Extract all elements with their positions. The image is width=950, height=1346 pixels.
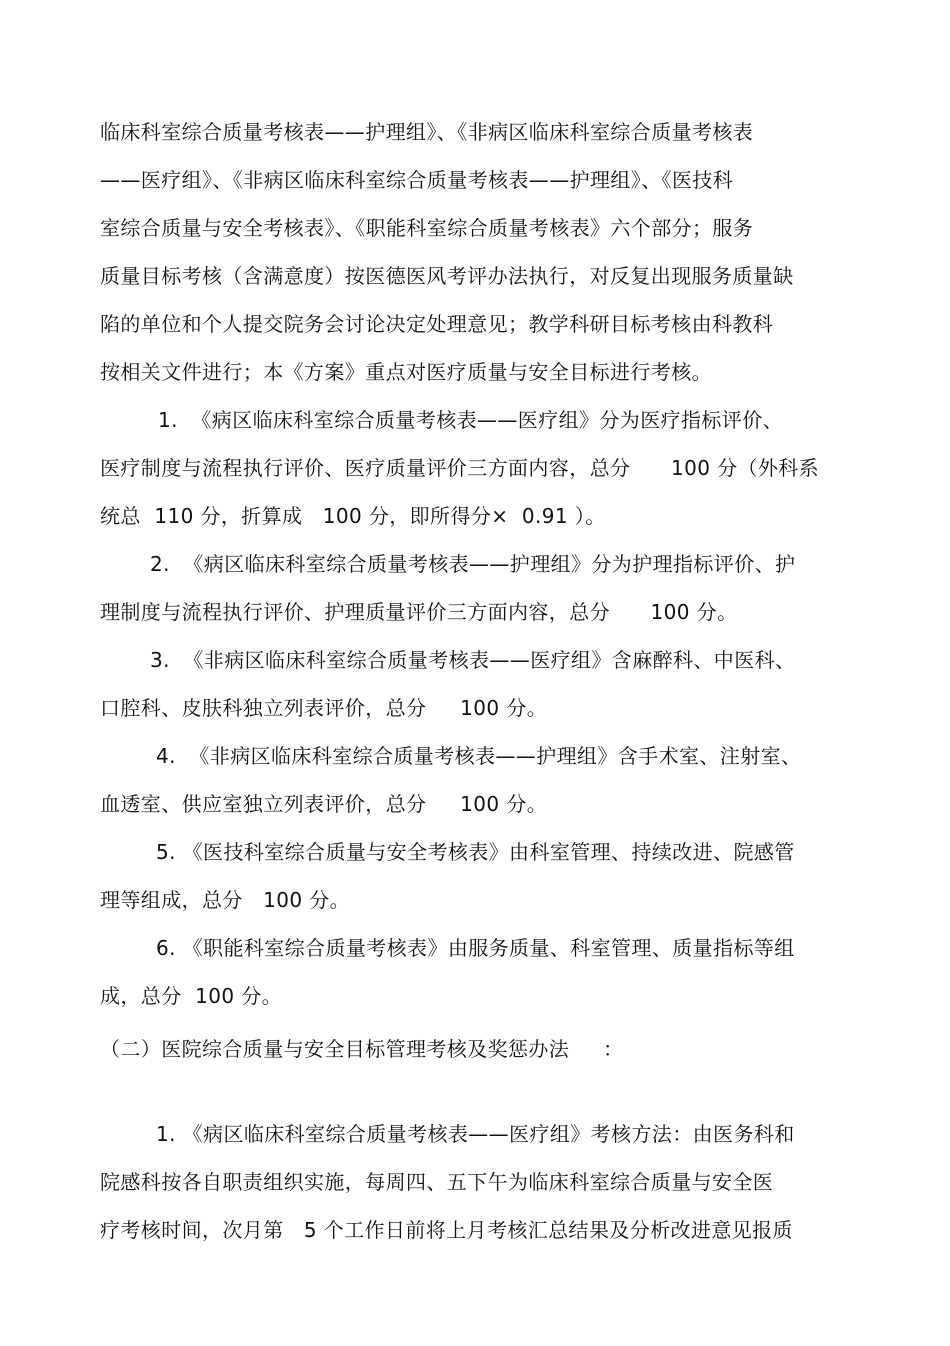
list-item-5-line-1: 5. 《医技科室综合质量与安全考核表》由科室管理、持续改进、院感管 <box>156 840 795 864</box>
method-item-1-line-2: 院感科按各自职责组织实施，每周四、五下午为临床科室综合质量与安全医 <box>100 1170 774 1194</box>
text-line: 按相关文件进行；本《方案》重点对医疗质量与安全目标进行考核。 <box>100 360 712 384</box>
method-item-1-line-1: 1. 《病区临床科室综合质量考核表——医疗组》考核方法：由医务科和 <box>156 1122 795 1146</box>
list-item-2-line-2: 理制度与流程执行评价、护理质量评价三方面内容，总分 100 分。 <box>100 600 738 624</box>
list-item-3-line-2: 口腔科、皮肤科独立列表评价，总分 100 分。 <box>100 696 548 720</box>
list-item-1-line-2: 医疗制度与流程执行评价、医疗质量评价三方面内容，总分 100 分（外科系 <box>100 456 820 480</box>
text-line: 陷的单位和个人提交院务会讨论决定处理意见；教学科研目标考核由科教科 <box>100 312 774 336</box>
list-item-4-line-1: 4. 《非病区临床科室综合质量考核表——护理组》含手术室、注射室、 <box>156 744 802 768</box>
list-item-2-line-1: 2. 《病区临床科室综合质量考核表——护理组》分为护理指标评价、护 <box>150 552 796 576</box>
method-item-1-line-3: 疗考核时间，次月第 5 个工作日前将上月考核汇总结果及分析改进意见报质 <box>100 1218 793 1242</box>
list-item-1-line-3: 统总 110 分，折算成 100 分，即所得分× 0.91 ）。 <box>100 504 606 528</box>
section-heading: （二）医院综合质量与安全目标管理考核及奖惩办法 ： <box>100 1037 624 1061</box>
text-line: 室综合质量与安全考核表》、《职能科室综合质量考核表》六个部分；服务 <box>100 216 754 240</box>
list-item-4-line-2: 血透室、供应室独立列表评价，总分 100 分。 <box>100 792 548 816</box>
list-item-6-line-2: 成，总分 100 分。 <box>100 984 283 1008</box>
text-line: ——医疗组》、《非病区临床科室综合质量考核表——护理组》、《医技科 <box>100 168 734 192</box>
text-line: 质量目标考核（含满意度）按医德医风考评办法执行，对反复出现服务质量缺 <box>100 264 794 288</box>
list-item-1-line-1: 1. 《病区临床科室综合质量考核表——医疗组》分为医疗指标评价、 <box>158 408 783 432</box>
list-item-3-line-1: 3. 《非病区临床科室综合质量考核表——医疗组》含麻醉科、中医科、 <box>150 648 796 672</box>
text-line: 临床科室综合质量考核表——护理组》、《非病区临床科室综合质量考核表 <box>100 120 754 144</box>
list-item-5-line-2: 理等组成，总分 100 分。 <box>100 888 351 912</box>
list-item-6-line-1: 6. 《职能科室综合质量考核表》由服务质量、科室管理、质量指标等组 <box>156 936 795 960</box>
